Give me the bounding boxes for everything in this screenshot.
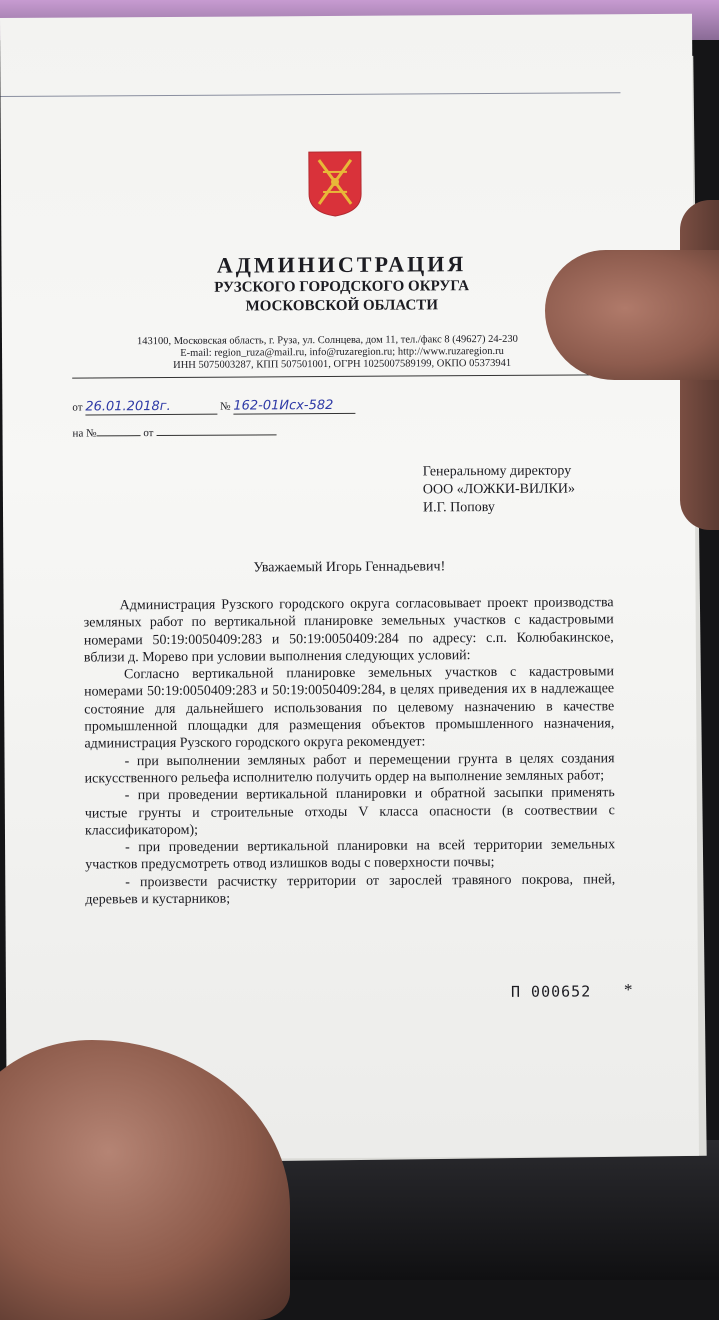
top-rule <box>0 92 620 97</box>
number-field <box>233 398 355 415</box>
header-ids: ИНН 5075003287, КПП 507501001, ОГРН 1025007589199, ОКПО 05373941 <box>102 356 582 372</box>
greeting: Уважаемый Игорь Геннадьевич! <box>3 558 695 578</box>
handwritten-number: 162-01Исх-582 <box>233 398 333 414</box>
header-divider <box>72 374 604 378</box>
recipient-block <box>423 462 575 517</box>
serial-number: П 000652 <box>511 982 591 1000</box>
from-label: от <box>72 402 82 414</box>
reply-number-blank <box>97 435 141 436</box>
asterisk-mark: * <box>624 980 633 1000</box>
reply-from-label: от <box>143 427 153 439</box>
recipient-name: И.Г. Попову <box>423 498 575 517</box>
letter-body <box>84 594 616 909</box>
recipient-position: Генеральному директору <box>423 462 575 481</box>
list-item-1: - при выполнении земляных работ и перемещении грунта в целях создания искусственного рельефа исполнителю получить ордер на выполнение земляных работ; <box>84 750 614 788</box>
incoming-reference <box>73 426 277 439</box>
list-item-2: - при проведении вертикальной планировки и обратной засыпки применять чистые грунты и строительные отходы V класса опасности (в соотвествии с классификатором); <box>85 785 615 840</box>
recipient-company: ООО «ЛОЖКИ-ВИЛКИ» <box>423 480 575 499</box>
header-address: 143100, Московская область, г. Руза, ул. Солнцева, дом 11, тел./факс 8 (49627) 24-230 <box>137 332 617 348</box>
number-label: № <box>220 401 231 413</box>
reply-label: на № <box>73 427 97 439</box>
handwritten-date: 26.01.2018г. <box>85 399 170 415</box>
date-field <box>85 399 217 416</box>
reply-date-blank <box>156 434 276 436</box>
header-contacts: E-mail: region_ruza@mail.ru, info@ruzaregion.ru; http://www.ruzaregion.ru <box>102 344 582 360</box>
header-subtitle-2: МОСКОВСКОЙ ОБЛАСТИ <box>122 297 562 317</box>
header-subtitle-1: РУЗСКОГО ГОРОДСКОГО ОКРУГА <box>122 278 562 298</box>
coat-of-arms-icon <box>307 150 363 218</box>
list-item-4: - произвести расчистку территории от зарослей травяного покрова, пней, деревьев и кустарников; <box>85 871 615 909</box>
right-thumb <box>545 250 719 380</box>
list-item-3: - при проведении вертикальной планировки на всей территории земельных участков предусмотреть отвод излишков воды с поверхности почвы; <box>85 836 615 874</box>
paragraph-2: Согласно вертикальной планировке земельных участков с кадастровыми номерами 50:19:0050409:283 и 50:19:0050409:284, в целях приведения их в надлежащее состояние для дальнейшего использования по целевому назначению в качестве промышленной площадки для размещения объектов промышленного назначения, администрация Рузского городского округа рекомендует: <box>84 663 615 753</box>
page-title: АДМИНИСТРАЦИЯ <box>121 251 561 280</box>
paragraph-1: Администрация Рузского городского округа согласовывает проект производства земляных работ по вертикальной планировке земельных участков с кадастровыми номерами 50:19:0050409:283 и 50:19:0050409:284 по адресу: с.п. Колюбакинское, вблизи д. Морево при условии выполнения следующих условий: <box>84 594 614 666</box>
outgoing-reference <box>72 398 355 416</box>
letter-page <box>0 14 699 1160</box>
